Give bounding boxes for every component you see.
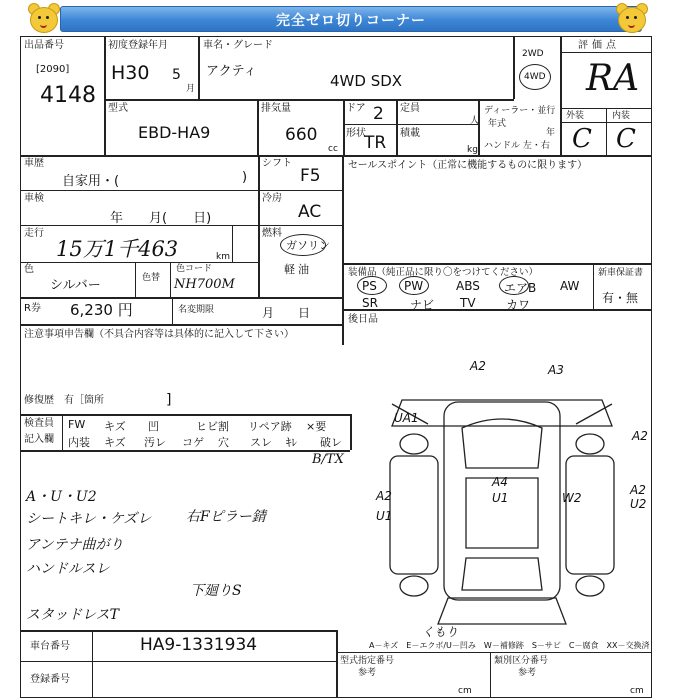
fuel-gas: ガソリン: [286, 239, 330, 252]
first-reg-label: 初度登録年月: [108, 40, 168, 51]
checker-item: FW: [68, 418, 86, 431]
model-code: EBD-HA9: [138, 123, 211, 142]
note-line: A・U・U2: [26, 489, 97, 505]
damage-mark: U2: [630, 497, 647, 511]
header: [0, 0, 700, 38]
equipment-item: ナビ: [410, 298, 435, 312]
equipment-item: TV: [460, 296, 476, 310]
repair-history: 修復歴 有［箇所: [24, 395, 104, 406]
mileage: 15万1千463: [56, 237, 179, 261]
title-bar: [60, 6, 642, 32]
equipment-circle: [357, 276, 387, 295]
recorder-item: 穴: [218, 436, 229, 449]
wheel-rl: [400, 576, 428, 596]
later-items-label: 後日品: [348, 314, 378, 325]
damage-mark: A2: [470, 359, 486, 373]
legend: A－キズ E－エクボ/U－凹み W－補修跡 S－サビ C－腐食 XX－交換済: [369, 641, 650, 650]
damage-mark: A2: [376, 489, 392, 503]
recorder-item: コゲ: [182, 436, 204, 449]
lot-label: 出品番号: [24, 40, 64, 51]
recorder-item: キズ: [104, 436, 126, 449]
damage-mark: A3: [548, 363, 564, 377]
equipment-item: SR: [362, 296, 378, 310]
damage-mark: U1: [376, 509, 393, 523]
equipment-item: AW: [560, 279, 580, 293]
checker-item: ヒビ割: [196, 420, 229, 433]
exterior-grade: C: [572, 124, 592, 154]
color: シルバー: [50, 278, 101, 293]
rear-view: [438, 598, 566, 624]
car-name: アクティ: [206, 64, 257, 79]
doors: 2: [373, 104, 384, 124]
equipment-item: PS: [362, 279, 377, 293]
inspection-date: 年 月( 日): [110, 211, 212, 226]
wheel-fl: [400, 434, 428, 454]
checker-item: キズ: [104, 420, 126, 433]
car-damage-diagram: [352, 340, 648, 640]
note-line: ハンドルスレ: [26, 561, 110, 577]
color-code: NH700M: [174, 277, 235, 292]
note-line: アンテナ曲がり: [26, 537, 124, 553]
right-side-view: [566, 456, 614, 574]
damage-mark: UA1: [394, 411, 419, 425]
era: H30: [111, 62, 150, 84]
equipment-item: ABS: [456, 279, 480, 293]
use-value: 自家用・(: [62, 174, 120, 189]
warranty-book: 有・無: [602, 291, 639, 305]
note-line: スタッドレスT: [26, 607, 119, 623]
equipment-item: PW: [404, 279, 424, 293]
fuel-diesel: 軽油: [284, 263, 312, 276]
recorder-item: 汚レ: [144, 436, 166, 449]
notes-label: 注意事項申告欄（不具合内容等は具体的に記入して下さい）: [24, 329, 294, 340]
wheel-fr: [576, 434, 604, 454]
damage-mark: W2: [562, 491, 582, 505]
damage-mark: くもり: [422, 625, 459, 639]
pillar-note: 右Fピラー錆: [186, 509, 266, 525]
displacement: 660: [285, 125, 318, 145]
equipment-item: エアB: [504, 281, 537, 295]
checker-item: 凹: [148, 420, 159, 433]
bear-mascot-icon: [26, 3, 60, 33]
rear-deck: [462, 558, 542, 590]
checker-item: リペア跡: [248, 420, 292, 433]
recycle-fee: 6,230 円: [70, 301, 133, 319]
sales-point-label: セールスポイント（正常に機能するものに限ります）: [348, 160, 588, 171]
name-label: 車名・グレード: [203, 40, 273, 51]
month: 5: [172, 67, 181, 83]
equipment-circle: [499, 276, 529, 295]
damage-mark: A4: [492, 475, 508, 489]
note-line: シートキレ・ケズレ: [26, 511, 152, 527]
grade-value: RA: [586, 58, 640, 99]
lot-sub: [2090]: [36, 64, 70, 75]
wheel-rr: [576, 576, 604, 596]
recorder-item: スレ: [250, 436, 272, 449]
damage-mark: A2: [632, 429, 648, 443]
interior-grade: C: [616, 124, 636, 154]
recorder-item: 破レ: [320, 436, 342, 449]
grade-label: 評価点: [578, 40, 620, 51]
damage-mark: A2: [630, 483, 646, 497]
equipment-item: カワ: [506, 298, 531, 312]
shift: F5: [300, 166, 321, 186]
equipment-label: 装備品（純正品に限り〇をつけてください）: [348, 267, 539, 278]
bear-mascot-icon: [614, 3, 648, 33]
grade: 4WD SDX: [330, 72, 403, 90]
page-title: 完全ゼロ切りコーナー: [276, 13, 426, 29]
left-side-view: [390, 456, 438, 574]
air-conditioner: AC: [298, 202, 322, 222]
chassis-number: HA9-1331934: [140, 635, 258, 655]
drive-2wd: 2WD: [522, 49, 544, 59]
recorder-item: 内装: [68, 436, 90, 449]
underbody-note: 下廻りS: [190, 583, 242, 599]
lot-number: 4148: [40, 83, 96, 108]
recorder-item: ｷﾚ: [286, 436, 297, 449]
drive-4wd: 4WD: [524, 72, 546, 82]
damage-mark: U1: [492, 491, 509, 505]
bt-note: B/TX: [312, 452, 344, 467]
checker-item: ×要: [306, 420, 327, 433]
body-type: TR: [364, 133, 387, 153]
equipment-circle: [399, 276, 429, 295]
